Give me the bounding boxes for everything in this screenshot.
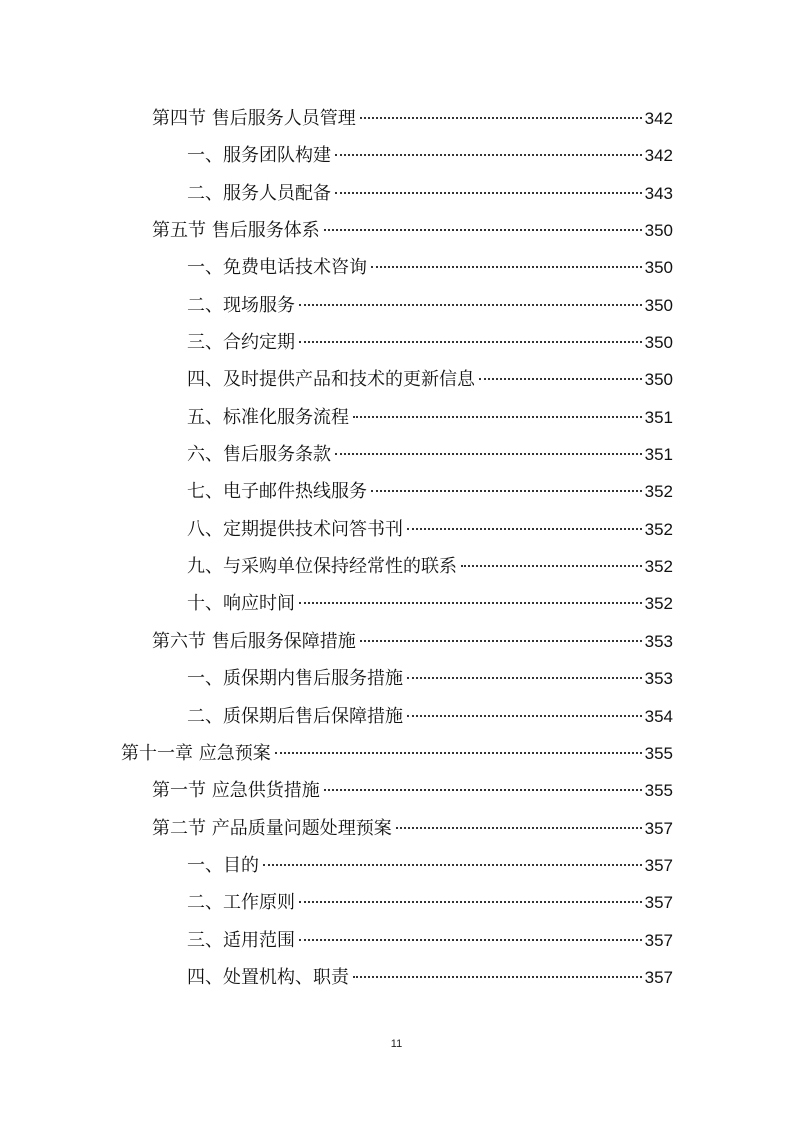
toc-entry-label: 四、及时提供产品和技术的更新信息 — [187, 369, 475, 391]
toc-entry-label: 七、电子邮件热线服务 — [187, 481, 367, 503]
dot-leader — [324, 789, 642, 791]
toc-entry[interactable] — [0, 735, 793, 772]
toc-entry[interactable] — [0, 287, 793, 324]
toc-entry-label: 第十一章 应急预案 — [121, 742, 271, 764]
toc-entry-page: 352 — [644, 594, 673, 614]
dot-leader — [353, 416, 642, 418]
dot-leader — [479, 378, 642, 380]
dot-leader — [335, 453, 642, 455]
dot-leader — [324, 229, 642, 231]
dot-leader — [275, 752, 642, 754]
toc-entry-label: 二、服务人员配备 — [187, 182, 331, 204]
toc-entry[interactable] — [0, 436, 793, 473]
toc-entry[interactable] — [0, 884, 793, 921]
toc-entry[interactable] — [0, 100, 793, 137]
toc-entry-label: 四、处置机构、职责 — [187, 966, 349, 988]
dot-leader — [371, 266, 642, 268]
toc-entry-page: 350 — [644, 221, 673, 241]
toc-entry-page: 355 — [644, 781, 673, 801]
toc-entry-page: 351 — [644, 407, 673, 427]
toc-entry-label: 一、免费电话技术咨询 — [187, 257, 367, 279]
toc-entry-page: 342 — [644, 109, 673, 128]
toc-entry-page: 357 — [644, 818, 673, 838]
page-number: 11 — [390, 1038, 403, 1050]
toc-entry-label: 十、响应时间 — [187, 593, 295, 615]
toc-entry-label: 第二节 产品质量问题处理预案 — [152, 817, 392, 839]
dot-leader — [335, 192, 642, 194]
toc-entry[interactable] — [0, 473, 793, 510]
toc-entry[interactable] — [0, 548, 793, 585]
toc-entry-label: 第六节 售后服务保障措施 — [152, 630, 356, 652]
dot-leader — [299, 602, 642, 604]
dot-leader — [396, 827, 642, 829]
toc-entry[interactable] — [0, 772, 793, 809]
toc-entry-page: 350 — [644, 370, 673, 390]
toc-entry-label: 一、质保期内售后服务措施 — [187, 668, 403, 690]
dot-leader — [360, 640, 642, 642]
toc-entry-label: 三、合约定期 — [187, 332, 295, 354]
toc-entry-page: 352 — [644, 557, 673, 577]
toc-entry[interactable] — [0, 698, 793, 735]
toc-entry-label: 二、现场服务 — [187, 294, 295, 316]
toc-entry-page: 357 — [644, 967, 673, 987]
dot-leader — [461, 565, 642, 567]
dot-leader — [263, 864, 642, 866]
dot-leader — [335, 154, 642, 156]
toc-entry[interactable] — [0, 137, 793, 174]
dot-leader — [299, 901, 642, 903]
dot-leader — [360, 117, 642, 119]
toc-entry[interactable] — [0, 585, 793, 622]
toc-entry-label: 九、与采购单位保持经常性的联系 — [187, 556, 457, 578]
toc-entry-label: 五、标准化服务流程 — [187, 406, 349, 428]
toc-entry-label: 八、定期提供技术问答书刊 — [187, 518, 403, 540]
toc-entry[interactable] — [0, 212, 793, 249]
toc-entry-label: 三、适用范围 — [187, 929, 295, 951]
dot-leader — [407, 677, 642, 679]
toc-entry-page: 355 — [644, 743, 673, 763]
toc-entry[interactable] — [0, 810, 793, 847]
toc-entry-label: 第一节 应急供货措施 — [152, 780, 320, 802]
toc-entry-label: 二、质保期后售后保障措施 — [187, 705, 403, 727]
toc-entry-page: 351 — [644, 445, 673, 465]
toc-entry-page: 357 — [644, 930, 673, 950]
toc-entry-label: 二、工作原则 — [187, 892, 295, 914]
toc-entry-label: 一、目的 — [187, 854, 259, 876]
toc-entry-label: 第四节 售后服务人员管理 — [152, 108, 356, 129]
toc-entry-page: 343 — [644, 183, 673, 203]
toc-entry[interactable] — [0, 847, 793, 884]
dot-leader — [353, 976, 642, 978]
dot-leader — [299, 939, 642, 941]
toc-entry[interactable] — [0, 175, 793, 212]
toc-entry-page: 357 — [644, 893, 673, 913]
dot-leader — [299, 341, 642, 343]
toc-entry-page: 352 — [644, 519, 673, 539]
toc-entry-page: 353 — [644, 631, 673, 651]
toc-entry[interactable] — [0, 660, 793, 697]
dot-leader — [299, 304, 642, 306]
toc-entry-page: 350 — [644, 333, 673, 353]
toc-entry[interactable] — [0, 399, 793, 436]
toc-entry-page: 350 — [644, 258, 673, 278]
toc-entry[interactable] — [0, 922, 793, 959]
table-of-contents — [0, 100, 793, 996]
toc-entry[interactable] — [0, 249, 793, 286]
toc-entry-page: 353 — [644, 669, 673, 689]
toc-entry-page: 357 — [644, 855, 673, 875]
toc-entry[interactable] — [0, 324, 793, 361]
toc-entry-page: 342 — [644, 146, 673, 166]
toc-entry-page: 352 — [644, 482, 673, 502]
dot-leader — [371, 490, 642, 492]
dot-leader — [407, 715, 642, 717]
toc-entry[interactable] — [0, 959, 793, 996]
toc-entry-label: 一、服务团队构建 — [187, 145, 331, 167]
toc-entry-label: 第五节 售后服务体系 — [152, 220, 320, 242]
toc-entry-page: 354 — [644, 706, 673, 726]
toc-entry[interactable] — [0, 361, 793, 398]
toc-entry-page: 350 — [644, 295, 673, 315]
toc-entry-label: 六、售后服务条款 — [187, 444, 331, 466]
dot-leader — [407, 528, 642, 530]
toc-entry[interactable] — [0, 623, 793, 660]
toc-entry[interactable] — [0, 511, 793, 548]
